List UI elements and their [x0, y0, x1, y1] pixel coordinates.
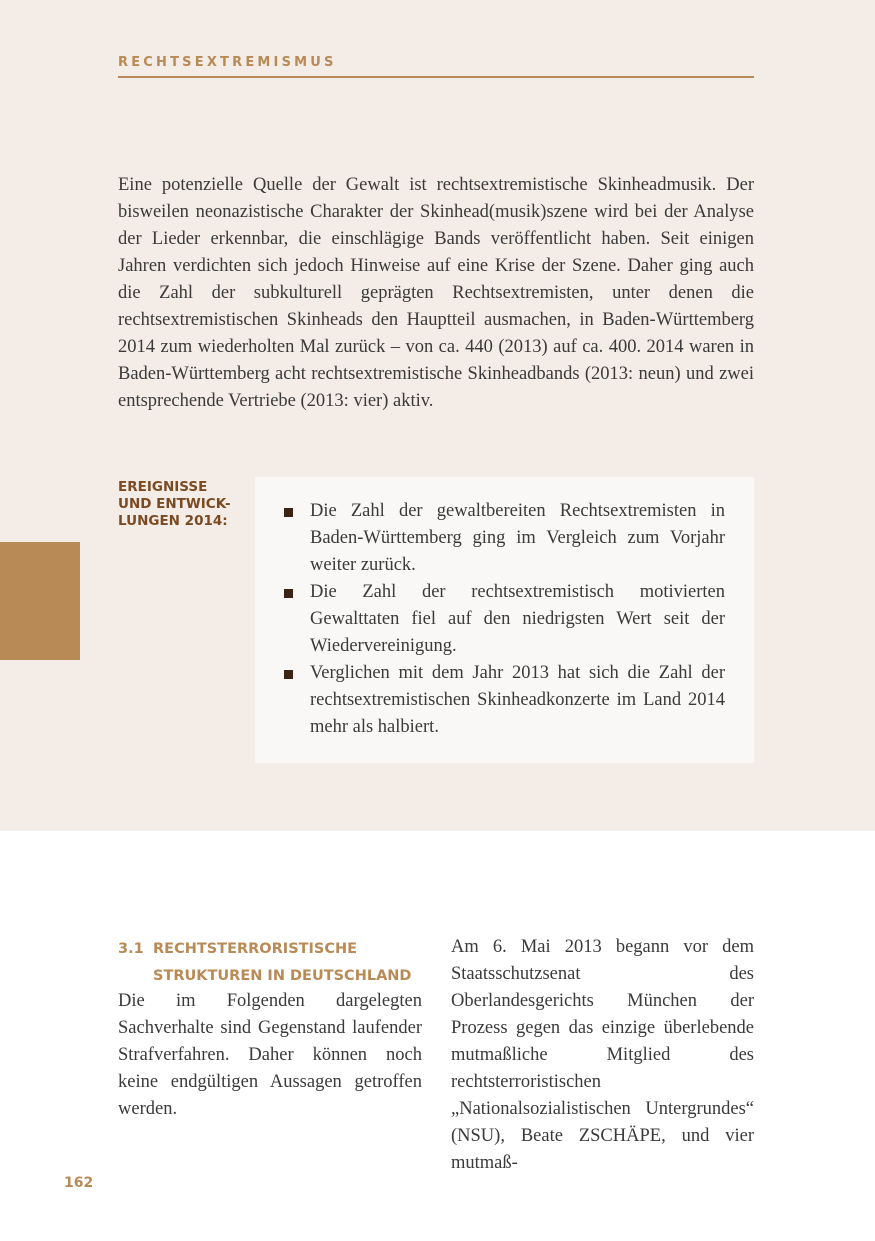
header-rule: [118, 76, 754, 78]
square-bullet-icon: [284, 670, 293, 679]
event-item-text: Verglichen mit dem Jahr 2013 hat sich die Zahl der rechtsextremistischen Skinheadkonzerte im Land 2014 mehr als halbiert.: [310, 663, 725, 737]
intro-paragraph: Eine potenzielle Quelle der Gewalt ist rechtsextremistische Skinheadmusik. Der bisweilen neonazistische Charakter der Skinhead(musik)szene wird bei der Analyse der Lieder erkennbar, die einschlägige Bands veröffentlicht haben. Seit einigen Jahren verdichten sich jedoch Hinweise auf eine Krise der Szene. Daher ging auch die Zahl der subkulturell geprägten Rechtsextremisten, unter denen die rechtsextremistischen Skinheads den Hauptteil ausmachen, in Baden-Württemberg 2014 zum wiederholten Mal zurück – von ca. 440 (2013) auf ca. 400. 2014 waren in Baden-Württemberg acht rechtsextremistische Skinheadbands (2013: neun) und zwei entsprechende Vertriebe (2013: vier) aktiv.: [118, 175, 754, 411]
events-box: [255, 477, 754, 763]
section-title-line1: RECHTSTERRORISTISCHE: [153, 941, 358, 957]
chapter-tab-marker: [0, 542, 80, 660]
event-item-text: Die Zahl der gewaltbereiten Rechtsextremisten in Baden-Württemberg ging im Vergleich zum Vorjahr weiter zurück.: [310, 501, 725, 575]
events-label-line: EREIGNISSE: [118, 479, 208, 495]
left-column-text: Die im Folgenden dargelegten Sachverhalte sind Gegenstand laufender Strafverfahren. Daher können noch keine endgültigen Aussagen getroffen werden.: [118, 991, 422, 1119]
running-title: RECHTSEXTREMISMUS: [118, 55, 337, 70]
events-label-line: LUNGEN 2014:: [118, 513, 228, 529]
section-title-line2: STRUKTUREN IN DEUTSCHLAND: [153, 968, 412, 984]
events-label: [118, 479, 253, 530]
right-column-text: Am 6. Mai 2013 begann vor dem Staatsschutzsenat des Oberlandesgerichts München der Prozess gegen das einzige überlebende mutmaßliche Mitglied des rechtsterroristischen „Nationalsozialistischen Untergrundes“ (NSU), Beate ZSCHÄPE, und vier mutmaß-: [451, 937, 754, 1173]
section-heading: [118, 936, 428, 990]
square-bullet-icon: [284, 508, 293, 517]
event-item: [310, 660, 725, 741]
events-list: [310, 498, 725, 741]
event-item: [310, 498, 725, 579]
section-number: 3.1: [118, 941, 144, 957]
events-label-line: UND ENTWICK-: [118, 496, 231, 512]
event-item-text: Die Zahl der rechtsextremistisch motivierten Gewalttaten fiel auf den niedrigsten Wert seit der Wiedervereinigung.: [310, 582, 725, 656]
event-item: [310, 579, 725, 660]
square-bullet-icon: [284, 589, 293, 598]
page-number: 162: [64, 1175, 94, 1191]
